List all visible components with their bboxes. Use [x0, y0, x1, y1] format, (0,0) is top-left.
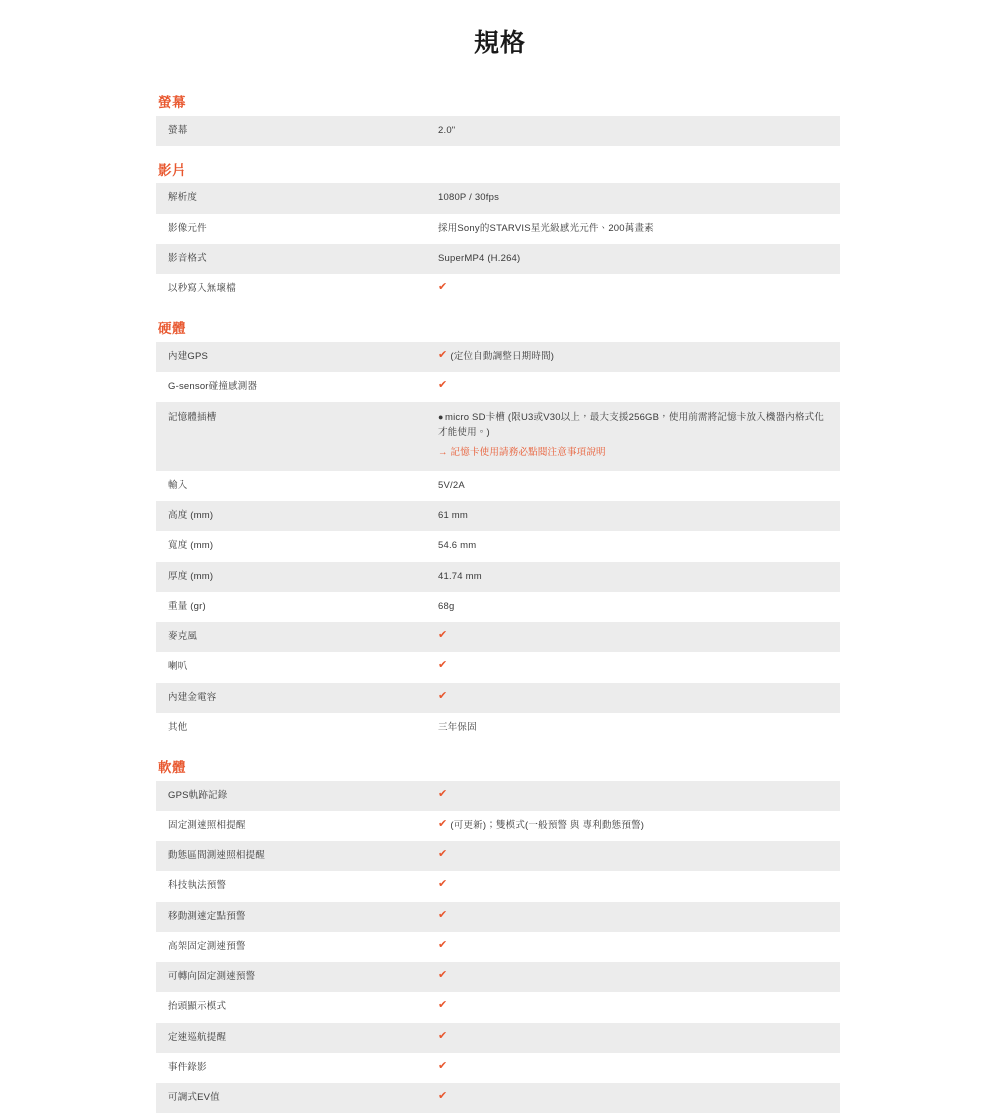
check-icon: ✔ [438, 689, 448, 702]
table-row [156, 902, 840, 932]
section-header-hardware: 硬體 [158, 321, 186, 337]
table-row [156, 1053, 840, 1083]
table-row [156, 471, 840, 501]
check-icon: ✔ [438, 817, 448, 830]
table-row [156, 402, 840, 471]
table-row [156, 622, 840, 652]
spec-sections-container [156, 58, 840, 1113]
section-header-software: 軟體 [158, 760, 186, 776]
check-icon: ✔ [438, 280, 448, 293]
spec-value: SuperMP4 (H.264) [438, 252, 521, 264]
table-row [156, 372, 840, 402]
spec-label: 定速巡航提醒 [168, 1031, 227, 1043]
spec-label: 內建GPS [168, 350, 209, 362]
check-icon: ✔ [438, 378, 448, 391]
table-row [156, 713, 840, 743]
spec-label: 高架固定測速預警 [168, 940, 246, 952]
spec-section-screen [156, 96, 840, 146]
spec-label: 寬度 (mm) [168, 540, 214, 552]
spec-value [438, 622, 840, 652]
spec-value: 採用Sony的STARVIS星光級感光元件、200萬畫素 [438, 222, 654, 234]
spec-value [438, 1023, 840, 1053]
table-row [156, 274, 840, 304]
spec-value: 61 mm [438, 510, 469, 522]
spec-bullet-label: micro SD卡槽 (限U3或V30以上，最大支援256GB，使用前需將記憶卡放入機器內格式化才能使用。) [438, 412, 825, 438]
section-header-video: 影片 [158, 162, 186, 178]
spec-label: G-sensor碰撞感測器 [168, 381, 258, 392]
table-row [156, 841, 840, 871]
table-row [156, 871, 840, 901]
spec-value [438, 652, 840, 682]
table-row [156, 652, 840, 682]
spec-label: 移動測速定點預警 [168, 910, 246, 922]
spec-value: 54.6 mm [438, 540, 477, 552]
spec-value [438, 962, 840, 992]
spec-label: 固定測速照相提醒 [168, 819, 246, 831]
table-row [156, 811, 840, 841]
spec-value [438, 372, 840, 402]
spec-section-hardware [156, 304, 840, 743]
table-row [156, 116, 840, 146]
spec-label: 以秒寫入無壞檔 [168, 283, 236, 294]
section-header-screen: 螢幕 [158, 95, 186, 110]
spec-label: 動態區間測速照相提醒 [168, 850, 266, 862]
check-icon: ✔ [438, 999, 448, 1012]
check-icon: ✔ [438, 848, 448, 861]
memory-card-notice-link[interactable]: → 記憶卡使用請務必點閱注意事項說明 [438, 446, 606, 458]
spec-label: 麥克風 [168, 631, 198, 643]
table-row [156, 592, 840, 622]
check-icon: ✔ [438, 787, 448, 800]
spec-label: 高度 (mm) [168, 510, 214, 522]
spec-label: 喇叭 [168, 661, 188, 673]
spec-value [438, 1083, 840, 1113]
spec-value [438, 402, 840, 471]
check-icon: ✔ [438, 1090, 448, 1103]
spec-label: 厚度 (mm) [168, 570, 214, 582]
check-icon: ✔ [438, 969, 448, 982]
table-row [156, 992, 840, 1022]
spec-label: 可轉向固定測速預警 [168, 971, 256, 983]
spec-value [438, 811, 840, 841]
spec-label: 螢幕 [168, 124, 188, 136]
spec-value-note: (可更新)；雙模式(一般預警 與 專利動態預警) [450, 819, 645, 831]
spec-section-video [156, 146, 840, 305]
table-row [156, 501, 840, 531]
spec-value [438, 992, 840, 1022]
spec-value [438, 932, 840, 962]
bullet-dot-icon: ● [438, 412, 444, 423]
table-row [156, 932, 840, 962]
table-row [156, 1023, 840, 1053]
page-title: 規格 [473, 29, 526, 57]
spec-label: 其他 [168, 721, 188, 733]
spec-label: 解析度 [168, 192, 198, 204]
spec-value [438, 342, 840, 372]
spec-table-hardware [156, 342, 840, 743]
check-icon: ✔ [438, 938, 448, 951]
spec-section-software [156, 743, 840, 1113]
spec-value [438, 871, 840, 901]
spec-table-screen [156, 116, 840, 146]
table-row [156, 342, 840, 372]
spec-label: 輸入 [168, 479, 188, 491]
check-icon: ✔ [438, 878, 448, 891]
spec-label: 科技執法預警 [168, 880, 227, 892]
spec-value: 1080P / 30fps [438, 192, 500, 204]
spec-value: 41.74 mm [438, 570, 482, 582]
spec-label: 重量 (gr) [168, 600, 206, 612]
spec-table-video [156, 183, 840, 304]
spec-label: 影像元件 [168, 222, 207, 234]
spec-value [438, 902, 840, 932]
table-row [156, 1083, 840, 1113]
spec-value-note: (定位自動調整日期時間) [450, 350, 555, 362]
spec-label: 事件錄影 [168, 1061, 207, 1073]
spec-label: 抬頭顯示模式 [168, 1001, 227, 1013]
spec-label: 影音格式 [168, 252, 207, 264]
spec-value [438, 1053, 840, 1083]
spec-value [438, 683, 840, 713]
check-icon: ✔ [438, 348, 448, 361]
spec-bullet-text [438, 411, 826, 440]
table-row [156, 683, 840, 713]
table-row [156, 244, 840, 274]
spec-value [438, 841, 840, 871]
table-row [156, 562, 840, 592]
spec-label: GPS軌跡記錄 [168, 789, 228, 801]
spec-value [438, 781, 840, 811]
spec-label: 內建金電容 [168, 691, 217, 703]
check-icon: ✔ [438, 1029, 448, 1042]
table-row [156, 214, 840, 244]
check-icon: ✔ [438, 908, 448, 921]
table-row [156, 962, 840, 992]
table-row [156, 183, 840, 213]
check-icon: ✔ [438, 629, 448, 642]
table-row [156, 781, 840, 811]
spec-value [438, 274, 840, 304]
spec-value: 2.0" [438, 124, 456, 136]
spec-table-software [156, 781, 840, 1113]
spec-value: 三年保固 [438, 721, 477, 733]
spec-value: 5V/2A [438, 479, 465, 491]
check-icon: ✔ [438, 1059, 448, 1072]
check-icon: ✔ [438, 659, 448, 672]
spec-label: 記憶體插槽 [168, 412, 217, 424]
spec-label: 可調式EV值 [168, 1092, 220, 1104]
table-row [156, 531, 840, 561]
spec-value: 68g [438, 600, 455, 612]
